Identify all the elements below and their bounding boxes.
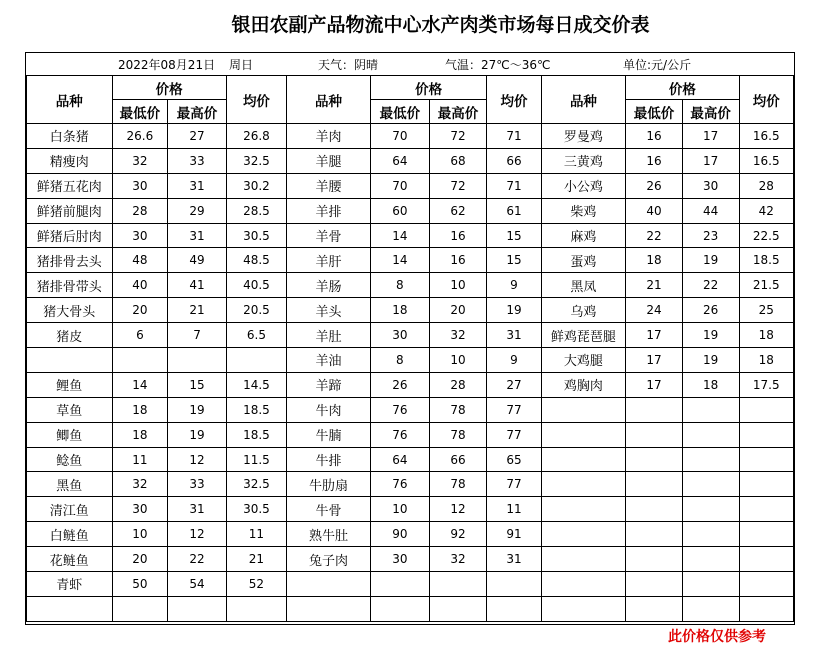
table-row: [27, 422, 794, 447]
cell-min-price: 26: [371, 372, 430, 397]
cell-avg-price: 21: [226, 547, 286, 572]
cell-avg-price: 42: [739, 198, 794, 223]
cell-name: 花鲢鱼: [27, 547, 113, 572]
date-text: 2022年08月21日: [118, 58, 216, 72]
cell-avg-price: 11.5: [226, 447, 286, 472]
cell-avg-price: [739, 572, 794, 597]
cell-name: 鲜猪后肘肉: [27, 223, 113, 248]
cell-max-price: 12: [429, 497, 487, 522]
cell-min-price: 50: [112, 572, 168, 597]
cell-max-price: 62: [429, 198, 487, 223]
temperature-text: 气温：27℃～36℃: [445, 58, 551, 72]
cell-name: 羊肉: [287, 124, 371, 149]
cell-max-price: 78: [429, 397, 487, 422]
cell-min-price: 17: [626, 323, 683, 348]
header-avg-2: 均价: [487, 76, 541, 124]
cell-max-price: [682, 447, 739, 472]
cell-avg-price: 14.5: [226, 372, 286, 397]
cell-avg-price: 18: [739, 323, 794, 348]
cell-avg-price: 31: [487, 547, 541, 572]
cell-min-price: 17: [626, 372, 683, 397]
cell-max-price: [682, 596, 739, 621]
cell-min-price: 90: [371, 522, 430, 547]
cell-min-price: 8: [371, 348, 430, 373]
table-row: [27, 472, 794, 497]
cell-min-price: [626, 397, 683, 422]
cell-avg-price: 77: [487, 472, 541, 497]
price-table-body: [27, 124, 794, 622]
cell-min-price: 64: [371, 447, 430, 472]
cell-avg-price: [226, 596, 286, 621]
cell-min-price: 28: [112, 198, 168, 223]
table-row: [27, 223, 794, 248]
cell-name: 猪大骨头: [27, 298, 113, 323]
cell-max-price: 19: [682, 248, 739, 273]
cell-max-price: 22: [168, 547, 227, 572]
page-title: 银田农副产品物流中心水产肉类市场每日成交价表: [231, 14, 650, 36]
cell-max-price: [682, 547, 739, 572]
cell-name: 牛腩: [287, 422, 371, 447]
cell-name: 牛肋扇: [287, 472, 371, 497]
cell-max-price: 33: [168, 148, 227, 173]
cell-avg-price: 18.5: [226, 422, 286, 447]
cell-max-price: 44: [682, 198, 739, 223]
header-name-3: 品种: [541, 76, 626, 124]
cell-name: 精瘦肉: [27, 148, 113, 173]
cell-max-price: [168, 596, 227, 621]
table-row: [27, 547, 794, 572]
price-table: [26, 75, 794, 622]
cell-min-price: 18: [112, 422, 168, 447]
cell-name: 鲜猪前腿肉: [27, 198, 113, 223]
cell-avg-price: 6.5: [226, 323, 286, 348]
cell-name: 白条猪: [27, 124, 113, 149]
cell-avg-price: 25: [739, 298, 794, 323]
cell-avg-price: 77: [487, 422, 541, 447]
cell-name: 鲜鸡琵琶腿: [541, 323, 626, 348]
cell-avg-price: 20.5: [226, 298, 286, 323]
cell-avg-price: [739, 472, 794, 497]
cell-min-price: 14: [112, 372, 168, 397]
cell-name: [287, 596, 371, 621]
cell-name: [541, 447, 626, 472]
cell-avg-price: 32.5: [226, 148, 286, 173]
cell-name: [541, 547, 626, 572]
header-name-1: 品种: [27, 76, 113, 124]
cell-max-price: 17: [682, 148, 739, 173]
cell-name: 羊肚: [287, 323, 371, 348]
cell-avg-price: 9: [487, 348, 541, 373]
cell-min-price: 18: [371, 298, 430, 323]
cell-avg-price: [487, 572, 541, 597]
cell-max-price: 19: [168, 422, 227, 447]
cell-avg-price: 26.8: [226, 124, 286, 149]
header-min-1: 最低价: [112, 100, 168, 124]
cell-name: 鲤鱼: [27, 372, 113, 397]
cell-name: [541, 522, 626, 547]
cell-name: 黑凤: [541, 273, 626, 298]
cell-avg-price: 30.2: [226, 173, 286, 198]
cell-name: 熟牛肚: [287, 522, 371, 547]
table-row: [27, 298, 794, 323]
cell-min-price: 8: [371, 273, 430, 298]
cell-avg-price: 77: [487, 397, 541, 422]
header-min-3: 最低价: [626, 100, 683, 124]
cell-name: [541, 472, 626, 497]
cell-name: 鲜猪五花肉: [27, 173, 113, 198]
cell-max-price: 49: [168, 248, 227, 273]
cell-max-price: 23: [682, 223, 739, 248]
cell-avg-price: 16.5: [739, 148, 794, 173]
table-row: [27, 596, 794, 621]
cell-max-price: 28: [429, 372, 487, 397]
cell-min-price: 76: [371, 472, 430, 497]
cell-min-price: [626, 422, 683, 447]
cell-max-price: [429, 572, 487, 597]
header-max-1: 最高价: [168, 100, 227, 124]
cell-avg-price: 66: [487, 148, 541, 173]
cell-avg-price: 65: [487, 447, 541, 472]
cell-max-price: [168, 348, 227, 373]
cell-min-price: 11: [112, 447, 168, 472]
cell-max-price: 17: [682, 124, 739, 149]
cell-name: 柴鸡: [541, 198, 626, 223]
cell-name: [541, 572, 626, 597]
table-row: [27, 124, 794, 149]
cell-min-price: [626, 572, 683, 597]
cell-name: 牛肉: [287, 397, 371, 422]
cell-avg-price: 52: [226, 572, 286, 597]
cell-max-price: 31: [168, 173, 227, 198]
cell-name: 羊骨: [287, 223, 371, 248]
cell-max-price: 32: [429, 323, 487, 348]
cell-max-price: 10: [429, 348, 487, 373]
cell-name: 青虾: [27, 572, 113, 597]
cell-name: 乌鸡: [541, 298, 626, 323]
cell-name: 麻鸡: [541, 223, 626, 248]
cell-max-price: 20: [429, 298, 487, 323]
cell-name: 羊蹄: [287, 372, 371, 397]
header-name-2: 品种: [287, 76, 371, 124]
cell-name: 牛骨: [287, 497, 371, 522]
cell-max-price: [682, 497, 739, 522]
cell-max-price: 72: [429, 124, 487, 149]
table-row: [27, 148, 794, 173]
cell-max-price: 31: [168, 497, 227, 522]
cell-max-price: 92: [429, 522, 487, 547]
cell-max-price: 15: [168, 372, 227, 397]
cell-min-price: 26: [626, 173, 683, 198]
cell-max-price: 27: [168, 124, 227, 149]
cell-avg-price: [739, 397, 794, 422]
weather-text: 天气：阴晴: [318, 58, 379, 72]
cell-avg-price: 30.5: [226, 497, 286, 522]
info-bar: [26, 53, 794, 75]
cell-min-price: 30: [112, 497, 168, 522]
cell-avg-price: 32.5: [226, 472, 286, 497]
table-row: [27, 173, 794, 198]
cell-min-price: 30: [112, 223, 168, 248]
cell-name: [27, 596, 113, 621]
cell-avg-price: 27: [487, 372, 541, 397]
cell-max-price: 19: [682, 348, 739, 373]
cell-max-price: 66: [429, 447, 487, 472]
cell-name: 蛋鸡: [541, 248, 626, 273]
cell-name: [287, 572, 371, 597]
table-row: [27, 198, 794, 223]
cell-name: 猪皮: [27, 323, 113, 348]
cell-min-price: 22: [626, 223, 683, 248]
cell-min-price: 30: [371, 323, 430, 348]
cell-min-price: [112, 348, 168, 373]
cell-min-price: [371, 572, 430, 597]
cell-avg-price: 21.5: [739, 273, 794, 298]
cell-max-price: 33: [168, 472, 227, 497]
header-avg-3: 均价: [739, 76, 794, 124]
header-max-3: 最高价: [682, 100, 739, 124]
cell-max-price: 19: [168, 397, 227, 422]
table-row: [27, 497, 794, 522]
cell-avg-price: 61: [487, 198, 541, 223]
cell-max-price: 12: [168, 447, 227, 472]
cell-avg-price: [739, 497, 794, 522]
price-sheet: [25, 52, 795, 625]
cell-name: [27, 348, 113, 373]
cell-max-price: 41: [168, 273, 227, 298]
cell-min-price: 14: [371, 248, 430, 273]
cell-max-price: 26: [682, 298, 739, 323]
cell-min-price: 76: [371, 422, 430, 447]
cell-avg-price: 11: [487, 497, 541, 522]
cell-name: 羊头: [287, 298, 371, 323]
cell-min-price: 60: [371, 198, 430, 223]
cell-max-price: [682, 472, 739, 497]
cell-avg-price: 31: [487, 323, 541, 348]
cell-name: [541, 397, 626, 422]
cell-max-price: 22: [682, 273, 739, 298]
unit-text: 单位:元/公斤: [623, 58, 692, 72]
cell-max-price: 78: [429, 472, 487, 497]
table-row: [27, 372, 794, 397]
cell-min-price: 26.6: [112, 124, 168, 149]
cell-min-price: 70: [371, 173, 430, 198]
cell-min-price: 32: [112, 472, 168, 497]
cell-name: 罗曼鸡: [541, 124, 626, 149]
cell-min-price: 18: [112, 397, 168, 422]
cell-min-price: [112, 596, 168, 621]
table-row: [27, 248, 794, 273]
cell-max-price: 31: [168, 223, 227, 248]
cell-min-price: 76: [371, 397, 430, 422]
cell-avg-price: [487, 596, 541, 621]
header-avg-1: 均价: [226, 76, 286, 124]
cell-max-price: [682, 522, 739, 547]
cell-name: [541, 596, 626, 621]
cell-avg-price: 9: [487, 273, 541, 298]
table-row: [27, 348, 794, 373]
cell-name: 兔子肉: [287, 547, 371, 572]
cell-min-price: 40: [112, 273, 168, 298]
cell-avg-price: 15: [487, 223, 541, 248]
cell-max-price: 18: [682, 372, 739, 397]
cell-name: 羊排: [287, 198, 371, 223]
cell-min-price: 16: [626, 124, 683, 149]
cell-max-price: 54: [168, 572, 227, 597]
cell-max-price: [682, 422, 739, 447]
cell-min-price: [626, 547, 683, 572]
cell-max-price: [682, 397, 739, 422]
cell-min-price: 30: [112, 173, 168, 198]
cell-min-price: 6: [112, 323, 168, 348]
cell-max-price: 30: [682, 173, 739, 198]
cell-min-price: [626, 497, 683, 522]
cell-min-price: 20: [112, 298, 168, 323]
cell-name: 黑鱼: [27, 472, 113, 497]
cell-avg-price: 40.5: [226, 273, 286, 298]
cell-avg-price: 71: [487, 173, 541, 198]
cell-min-price: 32: [112, 148, 168, 173]
cell-min-price: 30: [371, 547, 430, 572]
cell-avg-price: 22.5: [739, 223, 794, 248]
table-row: [27, 397, 794, 422]
cell-min-price: [626, 522, 683, 547]
cell-min-price: [626, 447, 683, 472]
cell-max-price: 7: [168, 323, 227, 348]
cell-min-price: [626, 472, 683, 497]
cell-max-price: 16: [429, 223, 487, 248]
cell-name: 羊腿: [287, 148, 371, 173]
cell-avg-price: 91: [487, 522, 541, 547]
cell-min-price: 16: [626, 148, 683, 173]
disclaimer-note: 此价格仅供参考: [668, 629, 766, 645]
cell-max-price: 12: [168, 522, 227, 547]
cell-max-price: 72: [429, 173, 487, 198]
cell-name: 羊肠: [287, 273, 371, 298]
cell-name: 鸡胸肉: [541, 372, 626, 397]
cell-name: 猪排骨带头: [27, 273, 113, 298]
cell-avg-price: [739, 422, 794, 447]
table-row: [27, 323, 794, 348]
cell-max-price: 10: [429, 273, 487, 298]
cell-name: 三黄鸡: [541, 148, 626, 173]
cell-avg-price: [739, 522, 794, 547]
cell-min-price: 17: [626, 348, 683, 373]
cell-avg-price: [739, 596, 794, 621]
cell-name: 猪排骨去头: [27, 248, 113, 273]
cell-avg-price: 18: [739, 348, 794, 373]
header-price-1: 价格: [112, 76, 226, 100]
cell-min-price: 21: [626, 273, 683, 298]
cell-avg-price: 16.5: [739, 124, 794, 149]
cell-name: 小公鸡: [541, 173, 626, 198]
cell-name: [541, 422, 626, 447]
cell-name: 羊肝: [287, 248, 371, 273]
table-row: [27, 447, 794, 472]
cell-min-price: 14: [371, 223, 430, 248]
cell-max-price: 78: [429, 422, 487, 447]
cell-max-price: [682, 572, 739, 597]
cell-max-price: [429, 596, 487, 621]
cell-avg-price: 28.5: [226, 198, 286, 223]
table-row: [27, 572, 794, 597]
cell-max-price: 19: [682, 323, 739, 348]
cell-name: 大鸡腿: [541, 348, 626, 373]
cell-avg-price: 71: [487, 124, 541, 149]
header-min-2: 最低价: [371, 100, 430, 124]
cell-avg-price: 48.5: [226, 248, 286, 273]
cell-avg-price: 18.5: [226, 397, 286, 422]
weekday-text: 周日: [229, 58, 254, 72]
cell-avg-price: 11: [226, 522, 286, 547]
cell-max-price: 68: [429, 148, 487, 173]
table-row: [27, 273, 794, 298]
cell-name: 清江鱼: [27, 497, 113, 522]
cell-min-price: 70: [371, 124, 430, 149]
cell-min-price: [626, 596, 683, 621]
header-max-2: 最高价: [429, 100, 487, 124]
cell-name: 鲫鱼: [27, 422, 113, 447]
cell-min-price: 24: [626, 298, 683, 323]
table-row: [27, 522, 794, 547]
cell-avg-price: 19: [487, 298, 541, 323]
cell-min-price: 18: [626, 248, 683, 273]
cell-avg-price: [739, 447, 794, 472]
cell-avg-price: 18.5: [739, 248, 794, 273]
cell-name: 牛排: [287, 447, 371, 472]
cell-min-price: 40: [626, 198, 683, 223]
cell-name: 羊油: [287, 348, 371, 373]
cell-name: 草鱼: [27, 397, 113, 422]
cell-name: [541, 497, 626, 522]
cell-avg-price: 17.5: [739, 372, 794, 397]
cell-name: 羊腰: [287, 173, 371, 198]
header-price-2: 价格: [371, 76, 487, 100]
cell-min-price: 10: [371, 497, 430, 522]
cell-avg-price: 15: [487, 248, 541, 273]
cell-min-price: [371, 596, 430, 621]
cell-avg-price: [226, 348, 286, 373]
cell-max-price: 29: [168, 198, 227, 223]
cell-min-price: 10: [112, 522, 168, 547]
cell-min-price: 64: [371, 148, 430, 173]
header-price-3: 价格: [626, 76, 739, 100]
cell-avg-price: [739, 547, 794, 572]
cell-max-price: 32: [429, 547, 487, 572]
cell-max-price: 16: [429, 248, 487, 273]
cell-min-price: 20: [112, 547, 168, 572]
cell-avg-price: 28: [739, 173, 794, 198]
cell-min-price: 48: [112, 248, 168, 273]
cell-name: 鲶鱼: [27, 447, 113, 472]
cell-max-price: 21: [168, 298, 227, 323]
cell-name: 白鲢鱼: [27, 522, 113, 547]
cell-avg-price: 30.5: [226, 223, 286, 248]
